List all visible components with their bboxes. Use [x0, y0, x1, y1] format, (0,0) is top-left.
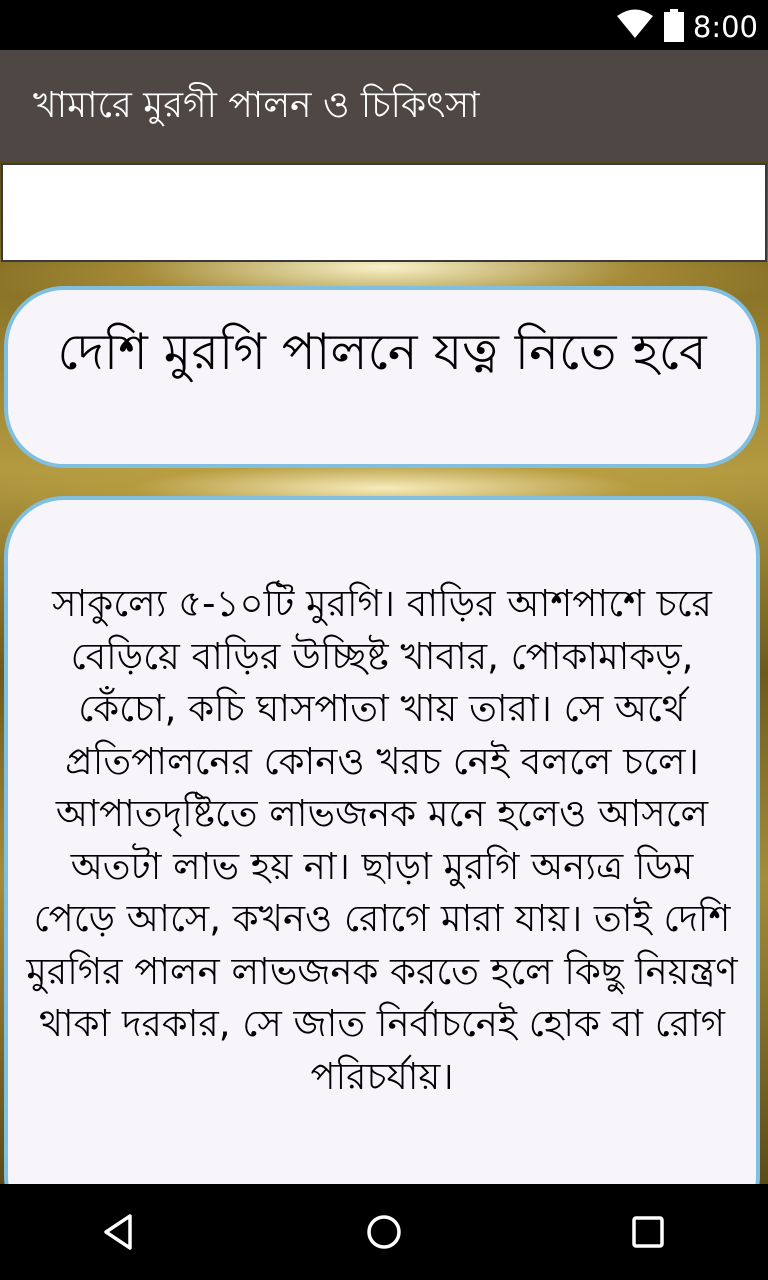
home-icon[interactable]	[360, 1208, 408, 1256]
heading-card	[4, 286, 760, 468]
article-body-card[interactable]	[4, 496, 760, 1184]
wifi-icon	[616, 9, 654, 39]
article-heading: দেশি মুরগি পালনে যত্ন নিতে হবে	[57, 323, 707, 381]
content-area	[0, 162, 768, 1184]
app-bar	[0, 50, 768, 162]
article-body-text: সাকুল্যে ৫-১০টি মুরগি। বাড়ির আশপাশে চরে বেড়িয়ে বাড়ির উচ্ছিষ্ট খাবার, পোকামাকড়, কেঁচো, কচি ঘাসপাতা খায় তারা। সে অর্থে প্রতিপালনের কোনও খরচ নেই বললে চলে। আপাতদৃষ্টিতে লাভজনক মনে হলেও আসলে অতটা লাভ হয় না। ছাড়া মুরগি অন্যত্র ডিম পেড়ে আসে, কখনও রোগে মারা যায়। তাই দেশি মুরগির পালন লাভজনক করতে হলে কিছু নিয়ন্ত্রণ থাকা দরকার, সে জাত নির্বাচনেই হোক বা রোগ পরিচর্যায়।	[26, 582, 738, 1098]
back-icon[interactable]	[96, 1208, 144, 1256]
status-clock: 8:00	[692, 10, 758, 44]
battery-icon	[663, 9, 685, 42]
app-title: খামারে মুরগী পালন ও চিকিৎসা	[33, 85, 480, 126]
ad-banner[interactable]	[1, 163, 767, 262]
navigation-bar	[0, 1184, 768, 1280]
recents-icon[interactable]	[624, 1208, 672, 1256]
status-bar	[0, 0, 768, 50]
